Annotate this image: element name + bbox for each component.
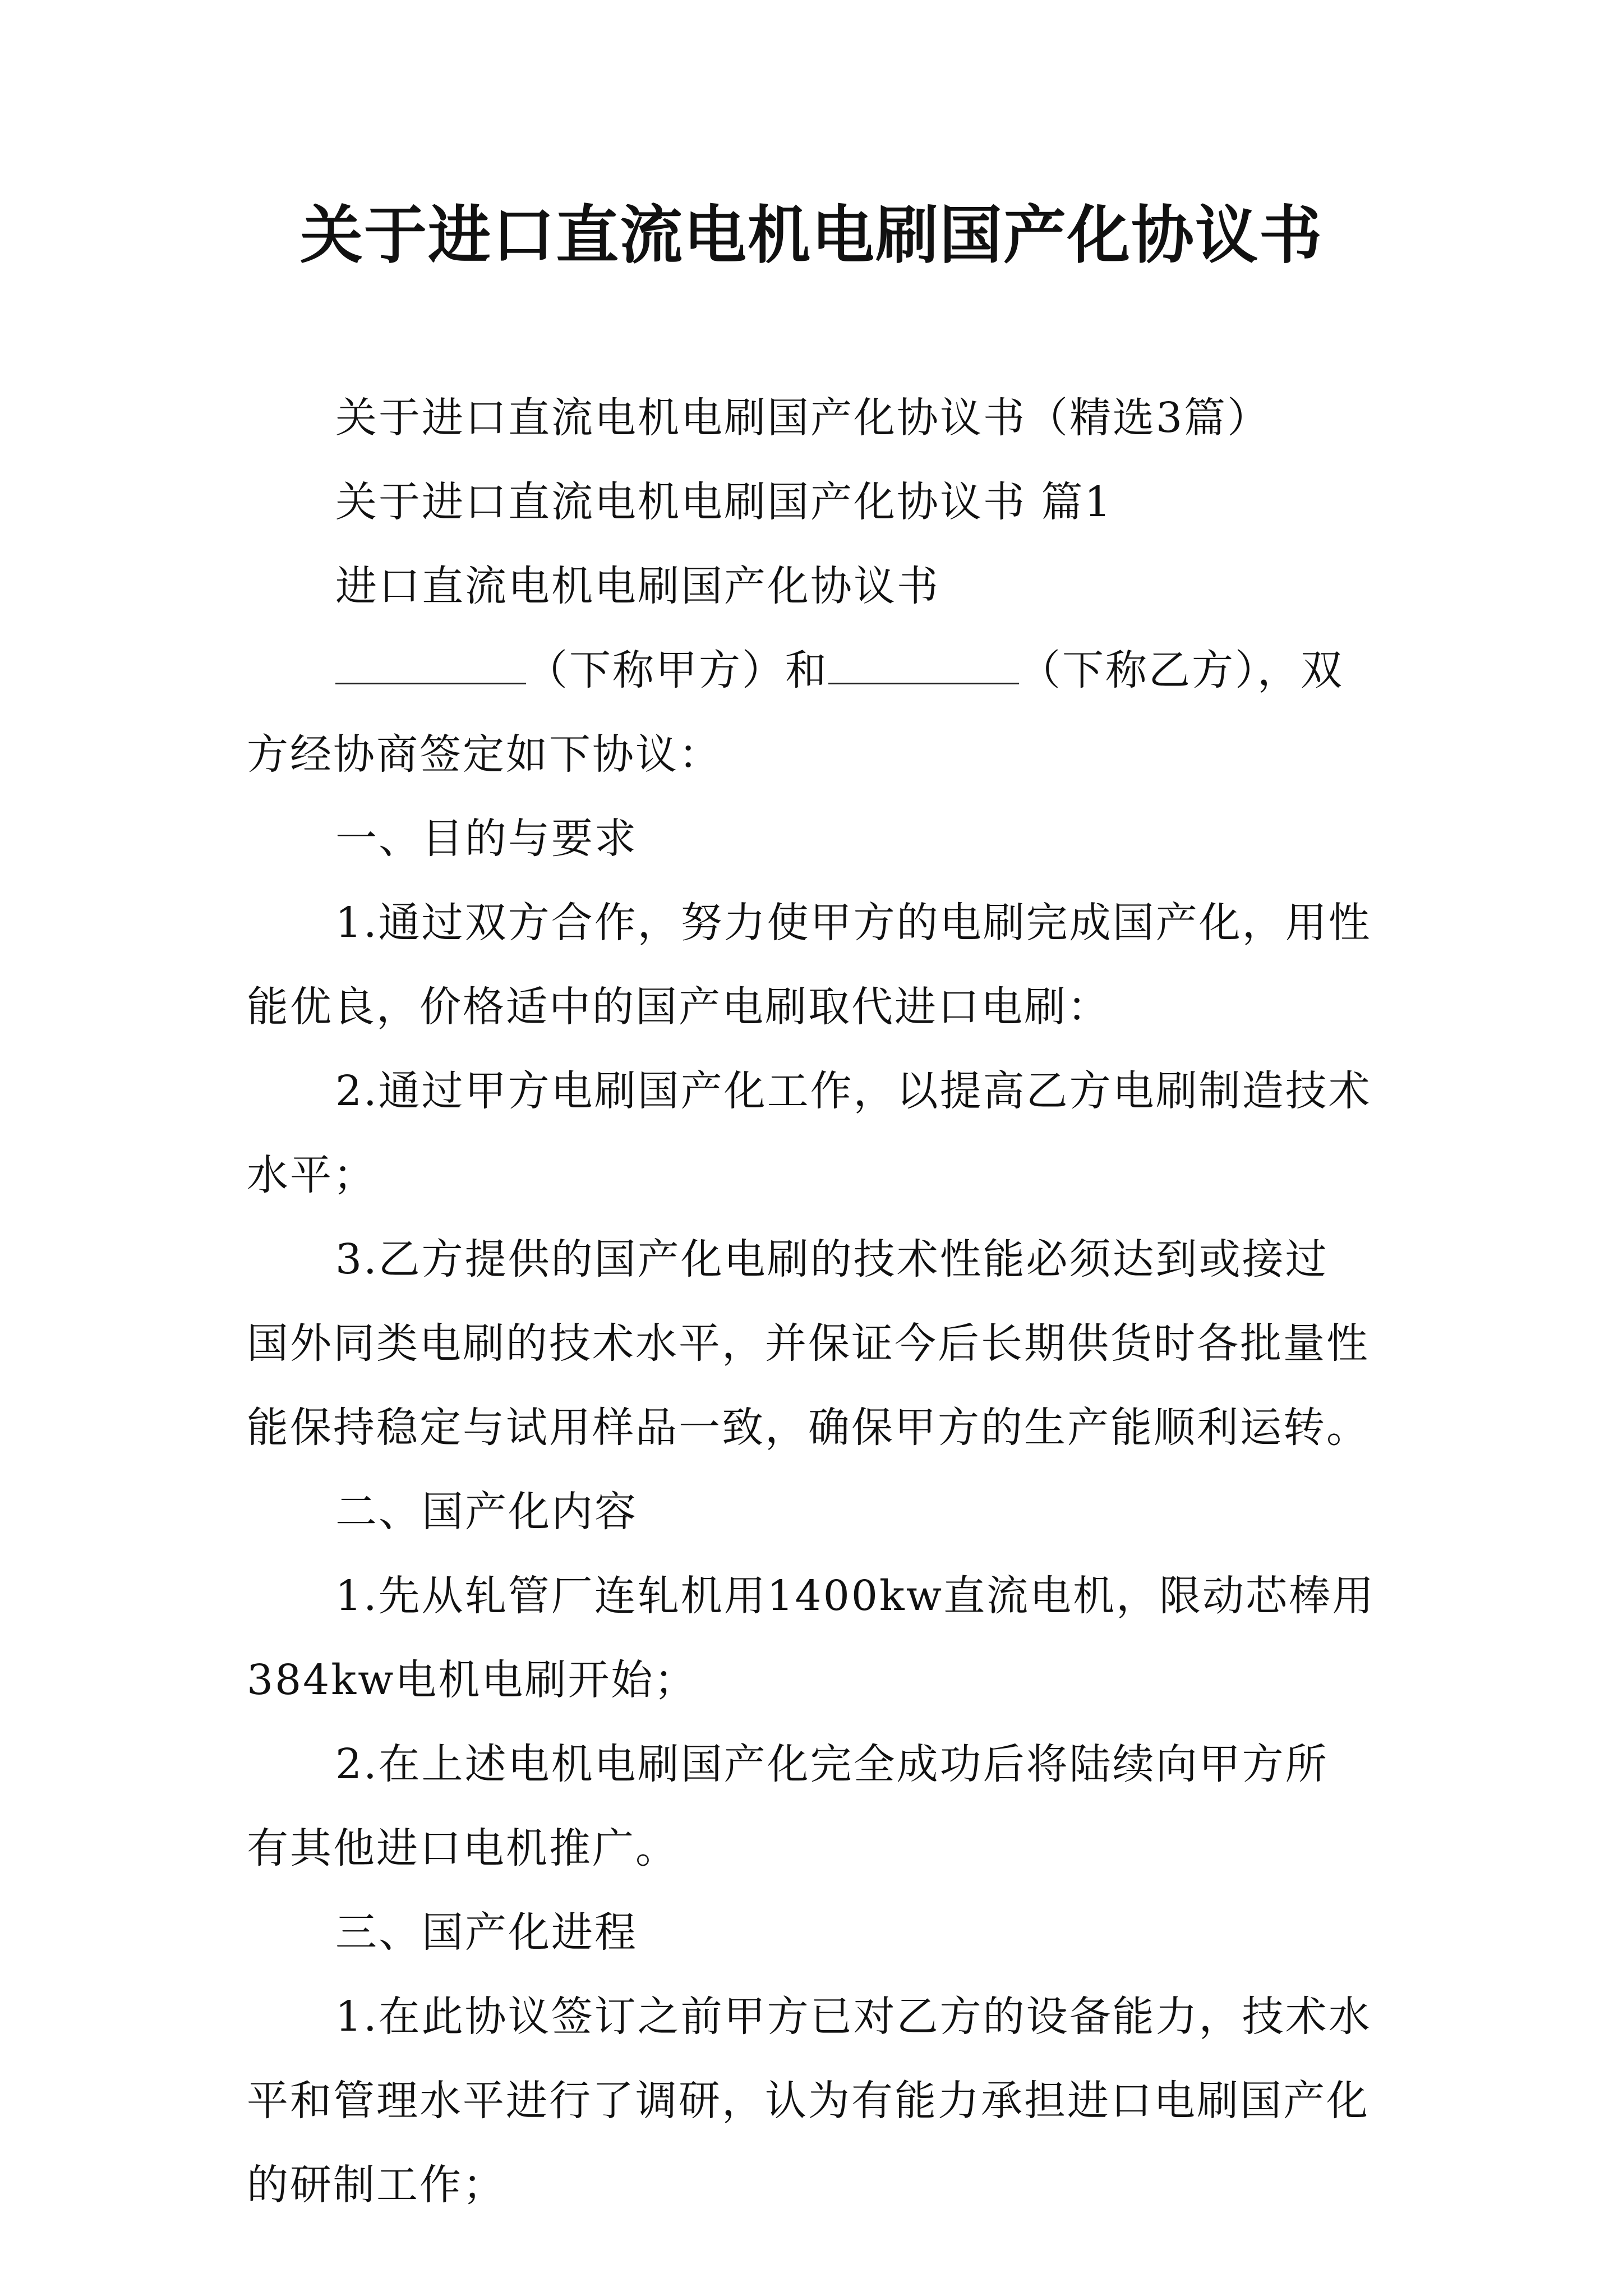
- section2-heading: 二、国产化内容: [335, 1488, 638, 1536]
- section2-item2-line1: 2.在上述电机电刷国产化完全成功后将陆续向甲方所: [335, 1740, 1329, 1788]
- section2-item1-line2: 384kw电机电刷开始；: [247, 1656, 698, 1704]
- parties-line: [247, 628, 1391, 712]
- section1-item3-line2: 国外同类电刷的技术水平，并保证今后长期供货时各批量性: [247, 1319, 1370, 1368]
- parties-continuation: 方经协商签定如下协议：: [247, 730, 722, 779]
- party-a-blank[interactable]: [335, 649, 526, 684]
- party-b-blank[interactable]: [828, 649, 1019, 684]
- section3-item1-line1: 1.在此协议签订之前甲方已对乙方的设备能力，技术水: [335, 1993, 1372, 2041]
- subtitle: 关于进口直流电机电刷国产化协议书（精选3篇）: [335, 394, 1271, 442]
- document-body: [247, 376, 1391, 2227]
- chapter-heading: 关于进口直流电机电刷国产化协议书 篇1: [335, 478, 1113, 526]
- section2-item1-line1: 1.先从轧管厂连轧机用1400kw直流电机，限动芯棒用: [335, 1572, 1376, 1620]
- party-a-suffix: （下称甲方）和: [526, 646, 828, 694]
- section1-item3-line3: 能保持稳定与试用样品一致，确保甲方的生产能顺利运转。: [247, 1404, 1370, 1452]
- section3-heading: 三、国产化进程: [335, 1908, 638, 1957]
- section3-item1-line2: 平和管理水平进行了调研，认为有能力承担进口电刷国产化: [247, 2077, 1370, 2125]
- party-b-suffix: （下称乙方），双: [1019, 646, 1344, 694]
- section2-item2-line2: 有其他进口电机推广。: [247, 1824, 679, 1872]
- section1-item1-line2: 能优良，价格适中的国产电刷取代进口电刷：: [247, 983, 1110, 1031]
- document-title: 关于进口直流电机电刷国产化协议书: [300, 199, 1323, 272]
- section1-heading: 一、目的与要求: [335, 815, 638, 863]
- section3-item1-line3: 的研制工作；: [247, 2161, 506, 2209]
- section1-item2-line2: 水平；: [247, 1151, 376, 1199]
- agreement-title: 进口直流电机电刷国产化协议书: [335, 562, 940, 610]
- section1-item3-line1: 3.乙方提供的国产化电刷的技术性能必须达到或接过: [335, 1235, 1329, 1283]
- section1-item1-line1: 1.通过双方合作，努力使甲方的电刷完成国产化，用性: [335, 899, 1372, 947]
- section1-item2-line1: 2.通过甲方电刷国产化工作，以提高乙方电刷制造技术: [335, 1067, 1372, 1115]
